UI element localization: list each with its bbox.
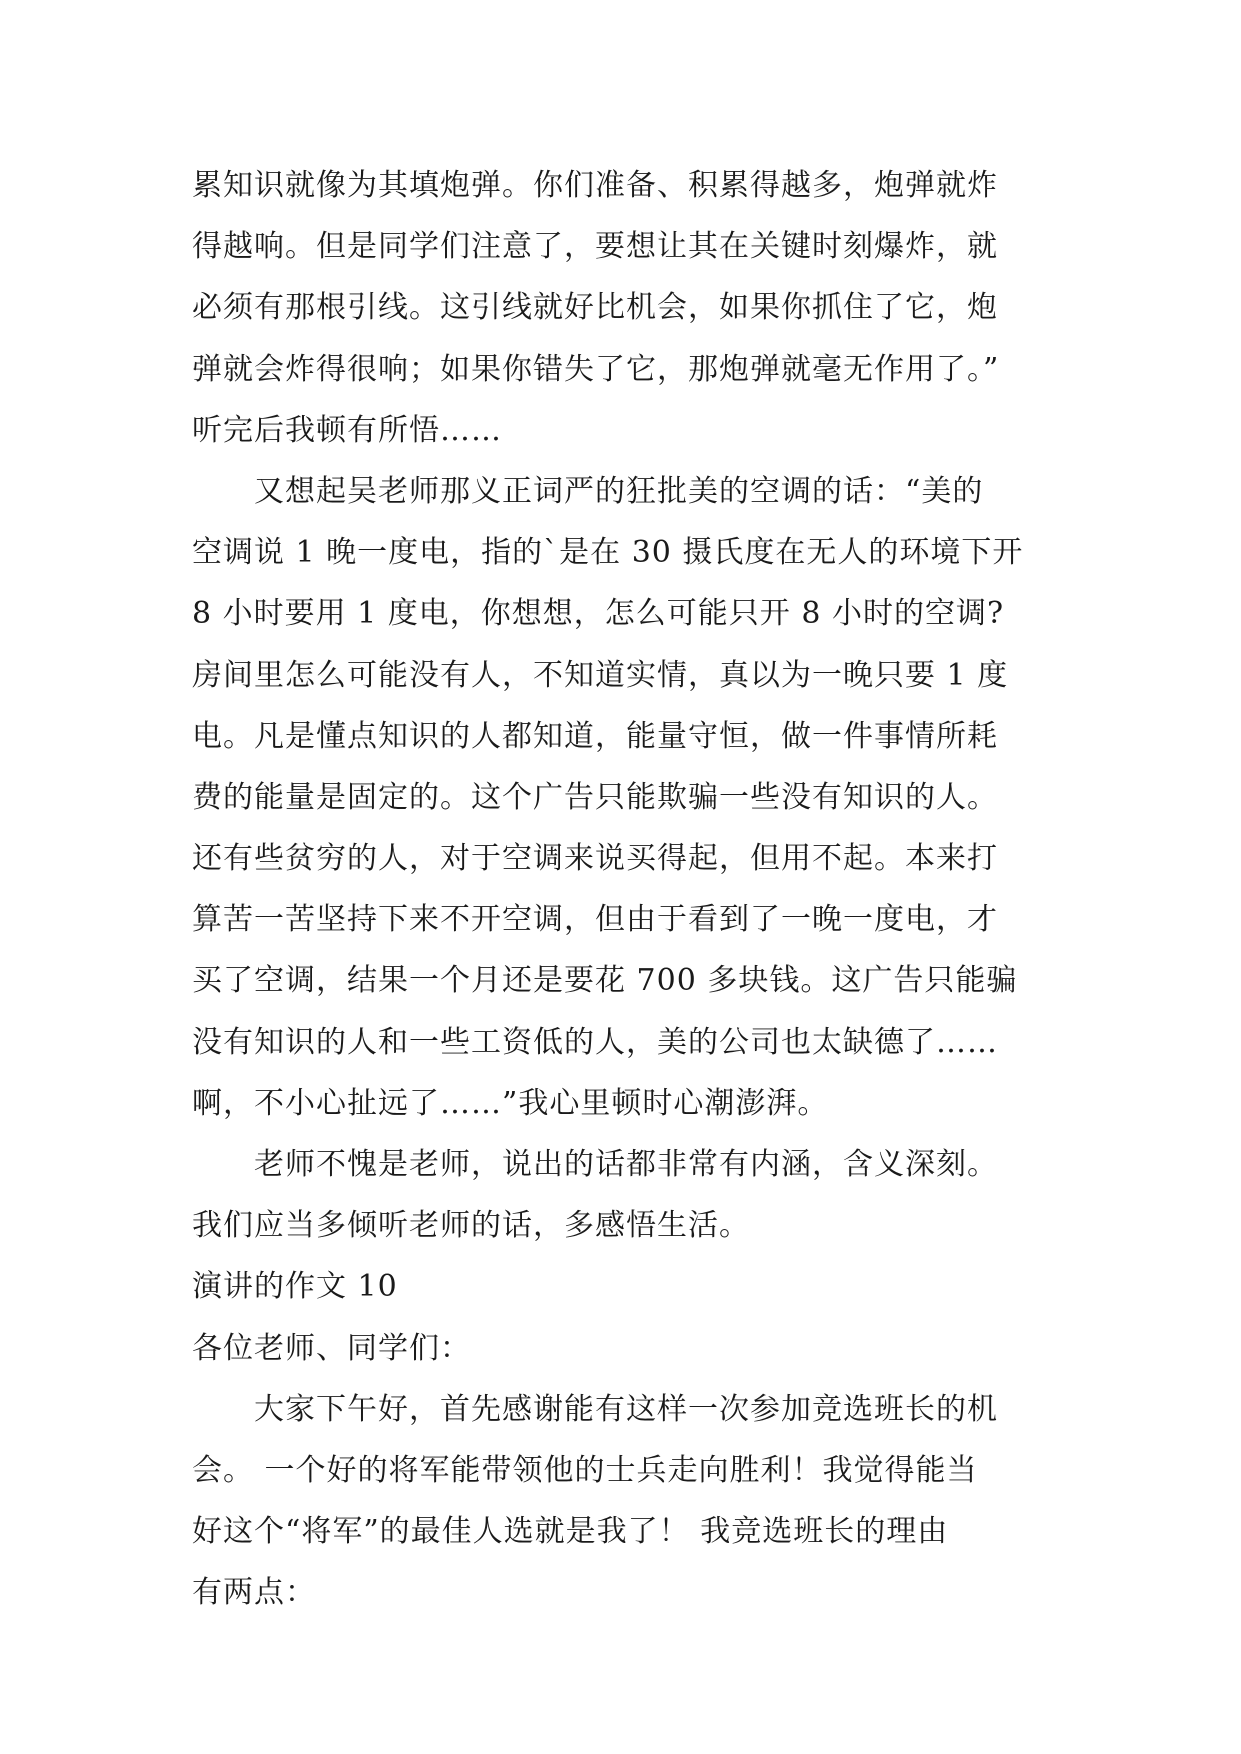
text-line: 没有知识的人和一些工资低的人，美的公司也太缺德了…… bbox=[192, 1024, 998, 1060]
text-line: 买了空调，结果一个月还是要花 700 多块钱。这广告只能骗 bbox=[192, 963, 1018, 999]
text-line: 会。 一个好的将军能带领他的士兵走向胜利！我觉得能当 bbox=[192, 1452, 978, 1488]
text-line: 好这个“将军”的最佳人选就是我了！ 我竞选班长的理由 bbox=[192, 1514, 949, 1550]
text-line: 空调说 1 晚一度电，指的`是在 30 摄氏度在无人的环境下开 bbox=[192, 535, 1024, 571]
text-line: 有两点： bbox=[192, 1575, 316, 1611]
text-line: 费的能量是固定的。这个广告只能欺骗一些没有知识的人。 bbox=[192, 779, 998, 815]
text-line: 又想起吴老师那义正词严的狂批美的空调的话：“美的 bbox=[192, 473, 984, 509]
text-line: 老师不愧是老师，说出的话都非常有内涵，含义深刻。 bbox=[192, 1147, 998, 1182]
text-line: 电。凡是懂点知识的人都知道，能量守恒，做一件事情所耗 bbox=[192, 718, 998, 754]
text-line: 弹就会炸得很响；如果你错失了它，那炮弹就毫无作用了。” bbox=[192, 351, 1000, 387]
text-line: 听完后我顿有所悟…… bbox=[192, 412, 502, 448]
text-line: 啊，不小心扯远了……”我心里顿时心潮澎湃。 bbox=[192, 1085, 829, 1121]
section-title: 演讲的作文 10 bbox=[192, 1269, 398, 1305]
text-line: 我们应当多倾听老师的话，多感悟生活。 bbox=[192, 1208, 750, 1244]
text-line: 得越响。但是同学们注意了，要想让其在关键时刻爆炸，就 bbox=[192, 229, 998, 265]
text-line: 算苦一苦坚持下来不开空调，但由于看到了一晚一度电，才 bbox=[192, 902, 998, 938]
salutation: 各位老师、同学们： bbox=[192, 1330, 471, 1366]
text-line: 8 小时要用 1 度电，你想想，怎么可能只开 8 小时的空调? bbox=[192, 596, 1005, 632]
text-line: 累知识就像为其填炮弹。你们准备、积累得越多，炮弹就炸 bbox=[192, 168, 998, 203]
text-line: 大家下午好，首先感谢能有这样一次参加竞选班长的机 bbox=[192, 1391, 998, 1427]
document-body bbox=[192, 155, 1092, 1624]
text-line: 必须有那根引线。这引线就好比机会，如果你抓住了它，炮 bbox=[192, 290, 998, 326]
text-line: 还有些贫穷的人，对于空调来说买得起，但用不起。本来打 bbox=[192, 841, 998, 877]
text-line: 房间里怎么可能没有人，不知道实情，真以为一晚只要 1 度 bbox=[192, 657, 1009, 693]
